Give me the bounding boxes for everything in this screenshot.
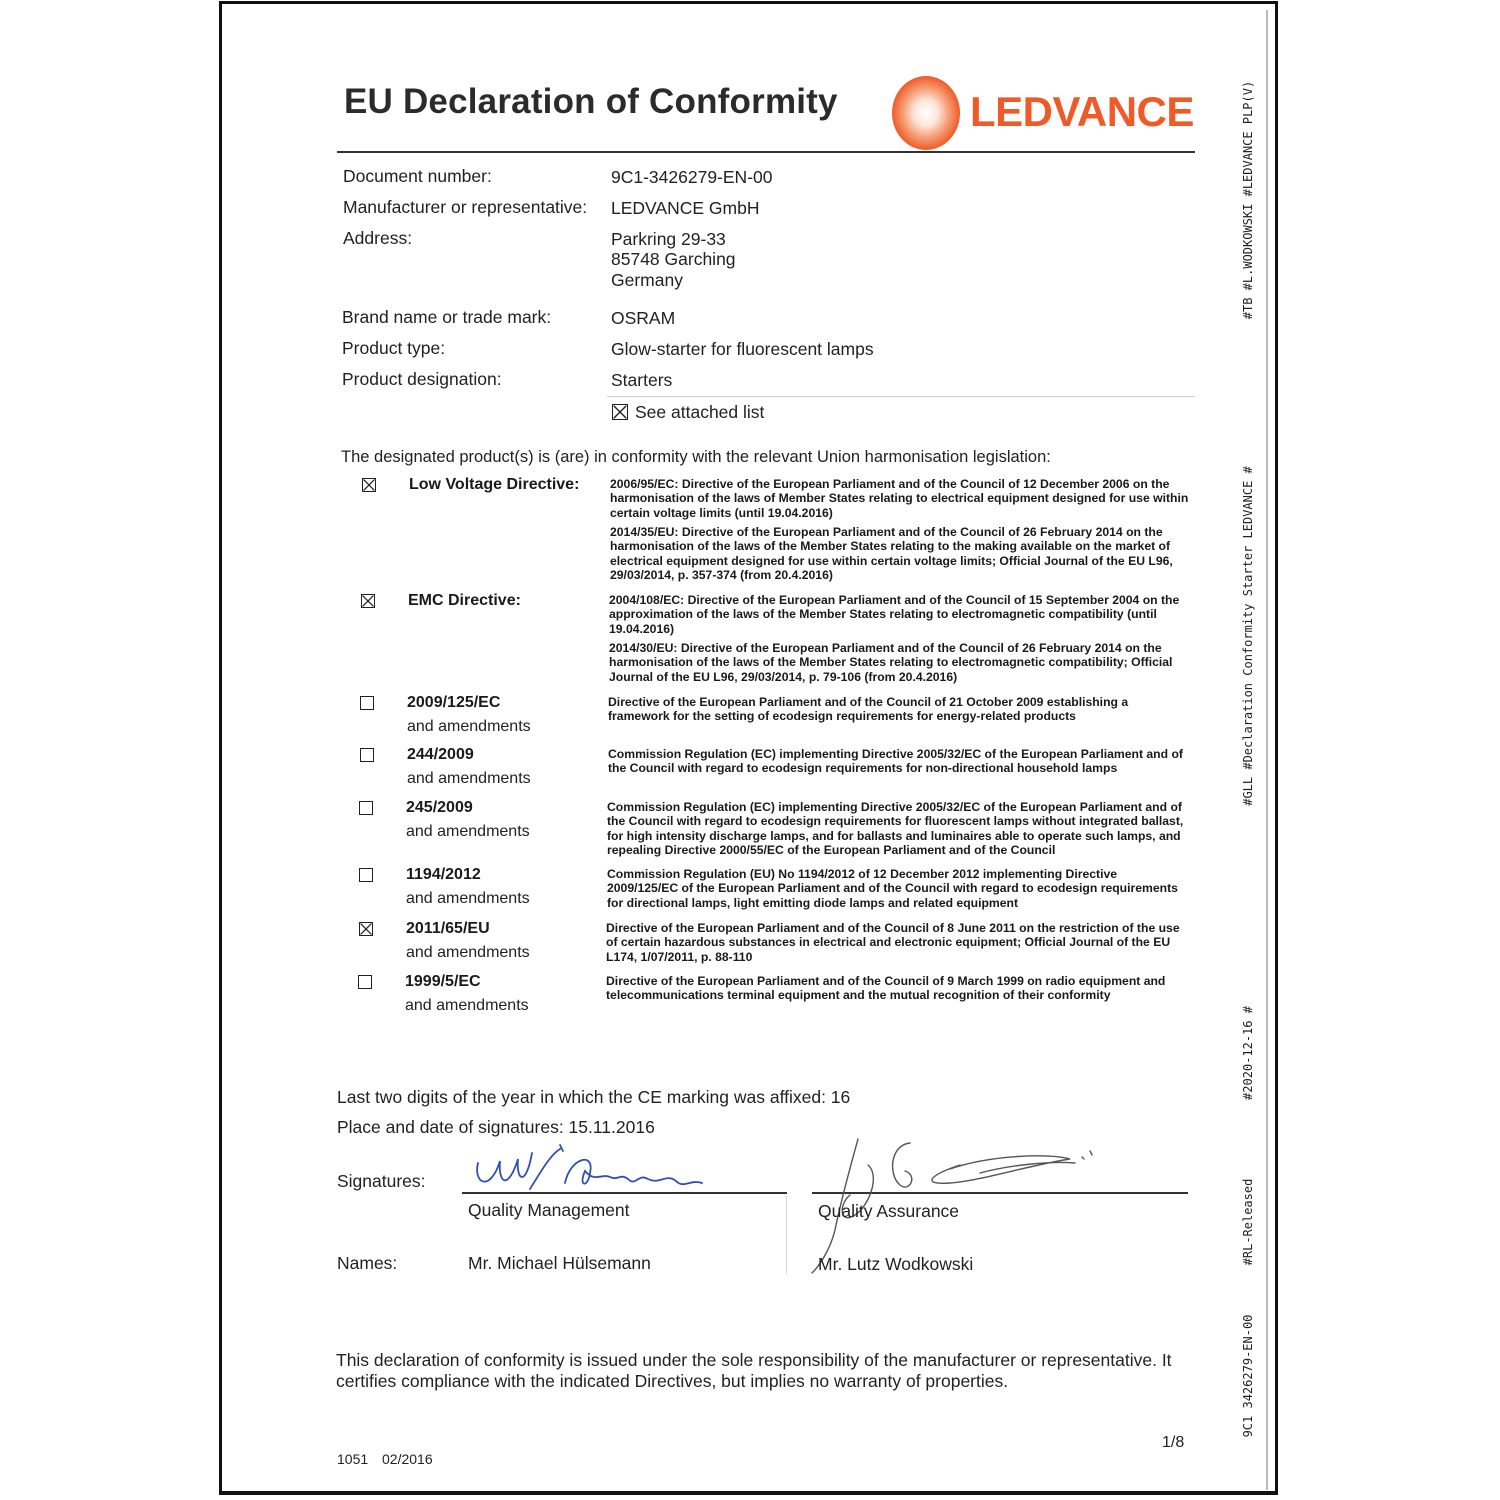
directive-description: 2006/95/EC: Directive of the European Parliament and of the Council of 12 December 2006 on the harmonisation of the laws of Member States relating to electrical equipment designed for use within certain voltage limits (until 19.04.2016) <box>610 477 1189 520</box>
manufacturer-value: LEDVANCE GmbH <box>611 198 760 218</box>
directive-checkbox[interactable] <box>359 868 373 882</box>
directive-name: 2011/65/EU <box>406 920 490 937</box>
directive-amendments: and amendments <box>406 890 530 907</box>
directive-name: 1194/2012 <box>406 866 481 883</box>
ce-marking-text: Last two digits of the year in which the CE marking was affixed: 16 <box>337 1087 851 1107</box>
side-stamp-5: 9C1 3426279-EN-00 <box>1241 1314 1255 1438</box>
form-number: 1051 <box>337 1451 369 1467</box>
address-label: Address: <box>343 228 413 248</box>
directive-amendments: and amendments <box>407 770 531 787</box>
product-designation-label: Product designation: <box>342 369 502 389</box>
directive-description: Commission Regulation (EC) implementing Directive 2005/32/EC of the European Parliament and of the Council with regard to ecodesign requirements for non-directional household lamps <box>608 747 1183 776</box>
address-line-1: Parkring 29-33 <box>611 229 726 249</box>
side-stamp-3: #2020-12-16 # <box>1241 1006 1255 1100</box>
disclaimer-text: This declaration of conformity is issued under the sole responsibility of the manufacturer or representative. It certifies compliance with the indicated Directives, but implies no warranty of properties. <box>336 1350 1172 1391</box>
logo-circle-icon <box>890 74 962 152</box>
conformity-intro: The designated product(s) is (are) in conformity with the relevant Union harmonisation legislation: <box>341 448 1051 466</box>
place-date-text: Place and date of signatures: 15.11.2016 <box>337 1117 655 1137</box>
directive-description: Commission Regulation (EU) No 1194/2012 of 12 December 2012 implementing Directive 2009/125/EC of the European Parliament and of the Council with regard to ecodesign requirements for directional lamps, light emitting diode lamps and related equipment <box>607 867 1178 910</box>
document-number-value: 9C1-3426279-EN-00 <box>611 167 773 187</box>
attached-list-label: See attached list <box>635 402 765 422</box>
checked-x-icon <box>613 405 627 419</box>
signer1-role: Quality Management <box>468 1200 630 1220</box>
signer2-name: Mr. Lutz Wodkowski <box>818 1254 974 1274</box>
checked-x-icon <box>363 479 375 491</box>
page-title: EU Declaration of Conformity <box>344 82 838 121</box>
directive-description: Commission Regulation (EC) implementing Directive 2005/32/EC of the European Parliament and of the Council with regard to ecodesign requirements for fluorescent lamps without integrated ballast, for high intensity discharge lamps, and for ballasts and luminaires able to operate such lamps, and repealing Directive 2000/55/EC of the European Parliament and of the Council <box>607 800 1184 858</box>
directive-checkbox[interactable] <box>359 922 373 936</box>
directive-amendments: and amendments <box>406 823 530 840</box>
address-line-3: Germany <box>611 270 683 290</box>
directive-checkbox[interactable] <box>358 975 372 989</box>
directive-checkbox[interactable] <box>362 478 376 492</box>
side-stamp-4: #RL-Released <box>1241 1178 1255 1266</box>
form-date: 02/2016 <box>382 1451 433 1467</box>
document-number-label: Document number: <box>343 166 492 186</box>
directive-description: Directive of the European Parliament and of the Council of 8 June 2011 on the restriction of the use of certain hazardous substances in electrical and electronic equipment; Official Journal of the EU L174, 1/07/2011, p. 88-110 <box>606 921 1180 964</box>
directive-description: Directive of the European Parliament and of the Council of 9 March 1999 on radio equipment and telecommunications terminal equipment and the mutual recognition of their conformity <box>606 974 1166 1003</box>
side-stamp-2: #GLL #Declaration Conformity Starter LEDVANCE # <box>1241 466 1255 806</box>
designation-divider <box>607 396 1195 397</box>
side-stamp-1: #TB #L.WODKOWSKI #LEDVANCE PLP(V) <box>1241 80 1255 320</box>
directive-amendments: and amendments <box>407 718 531 735</box>
side-stamp-divider <box>1266 10 1268 1490</box>
signature-hulsemann <box>470 1143 710 1198</box>
directive-name: EMC Directive: <box>408 592 521 609</box>
directive-name: Low Voltage Directive: <box>409 476 580 493</box>
checked-x-icon <box>362 595 374 607</box>
page-indicator: 1/8 <box>1162 1434 1185 1451</box>
directive-name: 245/2009 <box>406 799 473 816</box>
directive-name: 1999/5/EC <box>405 973 481 990</box>
directive-checkbox[interactable] <box>359 801 373 815</box>
signatures-label: Signatures: <box>337 1171 426 1191</box>
brand-label: Brand name or trade mark: <box>342 307 552 327</box>
directive-checkbox[interactable] <box>360 696 374 710</box>
directive-checkbox[interactable] <box>361 594 375 608</box>
logo-wordmark: LEDVANCE <box>970 88 1194 135</box>
product-type-value: Glow-starter for fluorescent lamps <box>611 339 874 359</box>
signer2-role: Quality Assurance <box>818 1201 960 1221</box>
directive-description-secondary: 2014/30/EU: Directive of the European Parliament and of the Council of 26 February 2014 on the harmonisation of the laws of the Member States relating to electromagnetic compatibility; Official Journal of the EU L96, 29/03/2014, p. 79-106 (from 20.4.2016) <box>609 641 1173 684</box>
directive-name: 2009/125/EC <box>407 694 501 711</box>
directive-description: 2004/108/EC: Directive of the European Parliament and of the Council of 15 September 2004 on the approximation of the laws of the Member States relating to electromagnetic compatibility (until 19.04.2016) <box>609 593 1180 636</box>
manufacturer-label: Manufacturer or representative: <box>343 197 588 217</box>
directive-amendments: and amendments <box>406 944 530 961</box>
attached-list-checkbox[interactable] <box>612 404 628 420</box>
signer1-name: Mr. Michael Hülsemann <box>468 1253 651 1273</box>
product-designation-value: Starters <box>611 370 673 390</box>
header-divider <box>337 151 1195 153</box>
directive-amendments: and amendments <box>405 997 529 1014</box>
names-label: Names: <box>337 1253 398 1273</box>
product-type-label: Product type: <box>342 338 446 358</box>
directive-description-secondary: 2014/35/EU: Directive of the European Parliament and of the Council of 26 February 2014 on the harmonisation of the laws of the Member States relating to the making available on the market of electrical equipment designed for use within certain voltage limits; Official Journal of the EU L96, 29/03/2014, p. 357-374 (from 20.4.2016) <box>610 525 1173 583</box>
directive-name: 244/2009 <box>407 746 474 763</box>
address-line-2: 85748 Garching <box>611 249 736 269</box>
directive-description: Directive of the European Parliament and of the Council of 21 October 2009 establishing a framework for the setting of ecodesign requirements for energy-related products <box>608 695 1129 724</box>
checked-x-icon <box>360 923 372 935</box>
brand-value: OSRAM <box>611 308 676 328</box>
directive-checkbox[interactable] <box>360 748 374 762</box>
signature-column-divider <box>786 1196 787 1274</box>
